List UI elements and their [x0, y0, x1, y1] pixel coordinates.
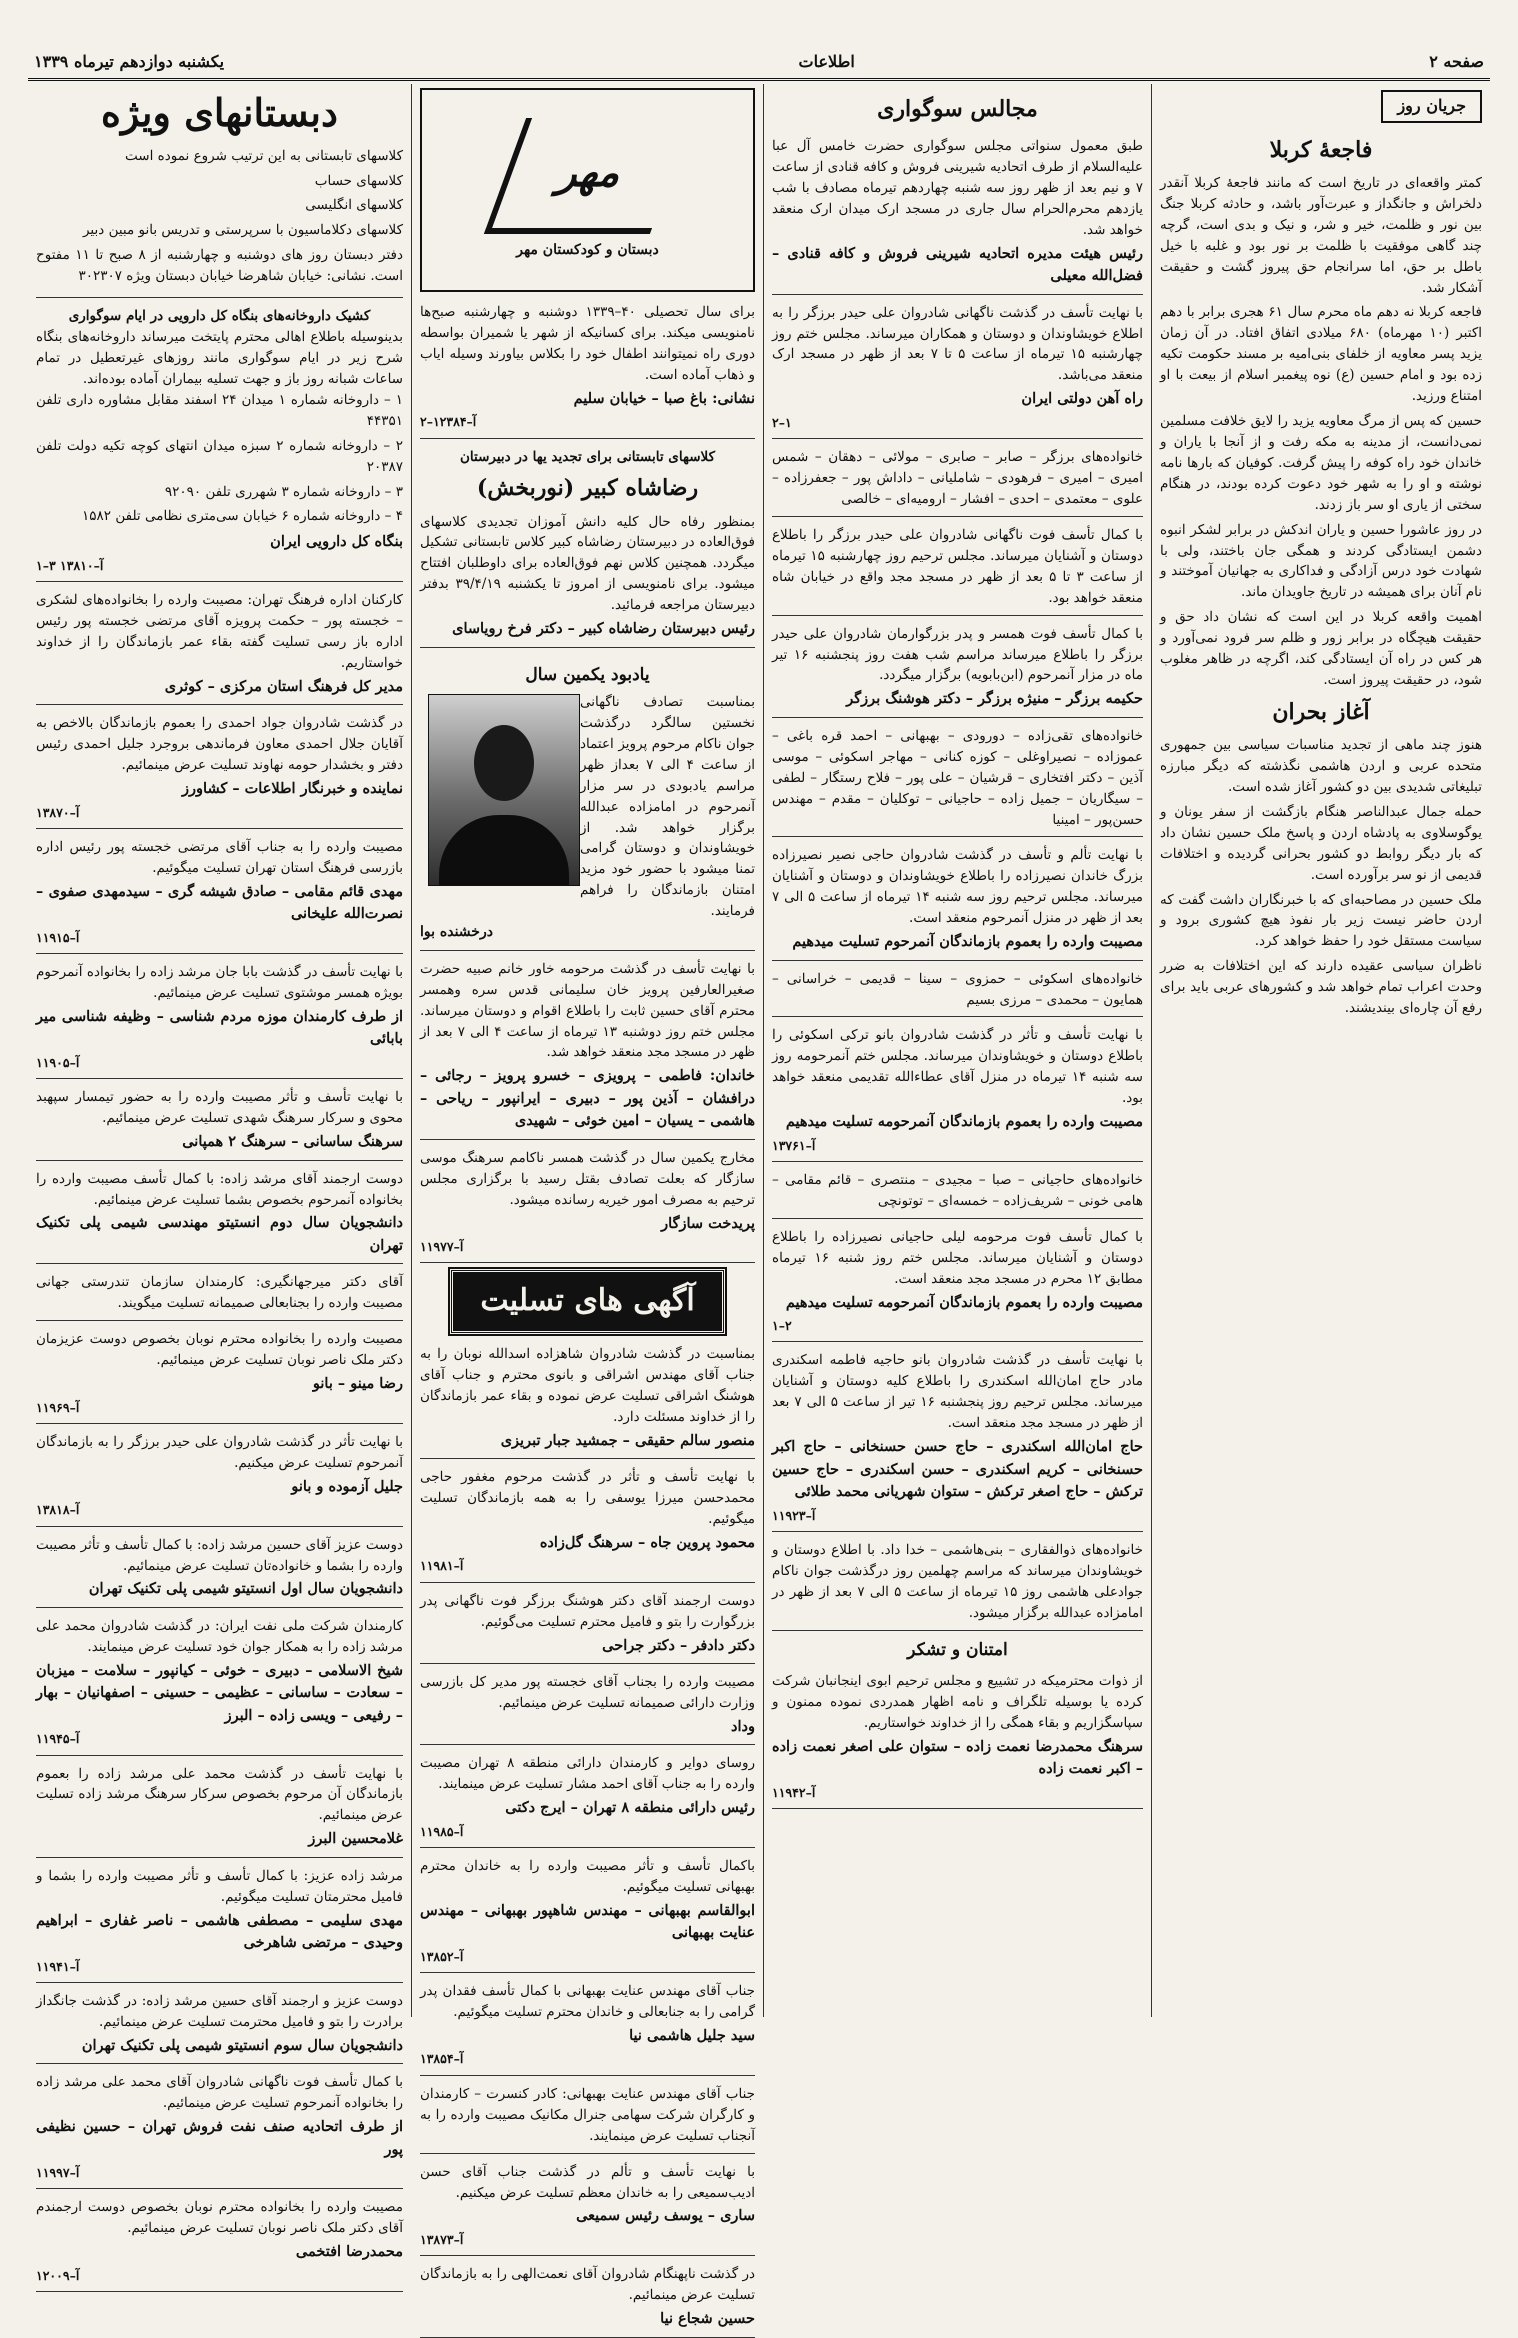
- condolence-notice: [36, 1428, 403, 1527]
- condolence-notice: [772, 841, 1143, 960]
- notice-signatories: مصیبت وارده را بعموم بازماندگان آنمرحوم تسلیت میدهیم: [792, 933, 1143, 951]
- condolence-notice: [772, 443, 1143, 517]
- memorial-headline: یادبود یکمین سال: [525, 664, 650, 685]
- notice-signatories: حسین شجاع نیا: [660, 2310, 755, 2328]
- notice-text: خانواده‌های برزگر – صابر – صابری – مولائی – دهقان – شمس امیری – امیری – فرهودی – شاملیانی – داداش پور – جعفرزاده – علوی – معتمدی – احدی – افشار – ارومیه‌ای – خالصی: [772, 449, 1143, 508]
- notice-text: با نهایت تأسف در گذشت ناگهانی شادروان علی حیدر برزگر را به اطلاع خویشاوندان و دوستان و همکاران میرساند. مجلس ختم روز چهارشنبه ۱۵ تیرماه از ساعت ۵ تا ۷ بعد از ظهر در مسجد ارک منعقد می‌باشد.: [772, 304, 1144, 384]
- condolence-notice: [420, 1340, 755, 1459]
- notice-signatories: غلامحسین البرز: [308, 1830, 403, 1848]
- notice-code: آ–۱۳۸۷۰: [36, 804, 80, 820]
- notice-signatories: دانشجویان سال اول انستیتو شیمی پلی تکنیک تهران: [88, 1580, 403, 1598]
- condolence-notice: [772, 1536, 1143, 1631]
- summer-classes-school: رضاشاه کبیر (نوربخش): [476, 475, 699, 502]
- pharmacy-sign: بنگاه کل دارویی ایران: [270, 533, 403, 551]
- school-ad-address: نشانی: باغ صبا – خیابان سلیم: [573, 389, 755, 407]
- logo-letter-icon: مهر: [552, 149, 632, 197]
- paper-name: اطلاعات: [798, 51, 855, 71]
- notice-text: جناب آقای مهندس عنایت بهبهانی: کادر کنسرت – کارمندان و کارگران شرکت سهامی جنرال مکانیک مصیبت وارده را به آنجناب تسلیت عرض مینمایند.: [420, 2085, 755, 2144]
- notice-text: مخارج یکمین سال در گذشت همسر ناکامم سرهنگ موسی سازگار که بعلت تصادف بقتل رسید با برگزاری مجلس ترحیم به مصرف امور خیریه رسانده میشود.: [420, 1149, 755, 1208]
- school-ad-code: آ–۱۲۳۸۴–۲: [420, 414, 477, 430]
- school-ad-text: برای سال تحصیلی ۴۰–۱۳۳۹ دوشنبه و چهارشنبه صبح‌ها نامنویسی میکند. برای کسانیکه از شهر یا شمیران بواسطه دوری راه نمیتوانند اطفال خود را بکلاس بیاورند وسیله ایاب و ذهاب آماده است.: [420, 304, 756, 383]
- condolence-notice: [420, 2158, 755, 2257]
- notice-signatories: شیخ الاسلامی – دبیری – خوئی – کیانپور – سلامت – میزبان – سعادت – ساسانی – عظیمی – حسینی – اصفهانیان – بهار – رفیعی – ویسی زاده – البرز: [36, 1661, 403, 1724]
- article-paragraph: در روز عاشورا حسین و یاران اندکش در برابر لشکر انبوه دشمن ایستادگی کردند و همگی جان باختند، ولی با شهادت خود درس آزادگی و فداکاری به جهانیان آموختند و نام آنان برای همیشه در تاریخ جاویدان ماند.: [1160, 521, 1482, 601]
- article-paragraph: فاجعه کربلا نه دهم ماه محرم سال ۶۱ هجری برابر با دهم اکتبر (۱۰ مهرماه) ۶۸۰ میلادی اتفاق افتاد. در آن زمان یزید پسر معاویه از خلفای بنی‌امیه بر مسند حکومت تکیه زده بود و امام حسین (ع) نوه پیغمبر اسلام از بیعت با او امتناع ورزید.: [1160, 304, 1483, 405]
- condolence-banner: آگهی های تسلیت: [450, 1269, 725, 1334]
- portrait-photo: [428, 694, 580, 886]
- notice-text: مصیبت وارده را به جناب آقای مرتضی خجسته پور رئیس اداره بازرسی فرهنگ استان تهران تسلیت میگوئیم.: [36, 838, 403, 876]
- condolence-notice: [36, 1268, 403, 1321]
- condolence-notice: [36, 2068, 403, 2189]
- school-ad: [420, 298, 755, 439]
- notice-code: آ–۱۳۸۵۲: [420, 1948, 464, 1964]
- notice-text: خانواده‌های حاجیانی – صبا – مجیدی – منتصری – قائم مقامی – هامی خونی – شریف‌زاده – خمسه‌ای – توتونچی: [772, 1172, 1143, 1209]
- section-label: جریان روز: [1381, 90, 1482, 123]
- notice-code: آ–۱۱۹۸۱: [420, 1558, 464, 1574]
- condolence-notice: [36, 1760, 403, 1858]
- notice-code: آ–۱۱۹۶۹: [36, 1399, 80, 1415]
- column-editorial: [1152, 84, 1490, 2017]
- notice-signatories: مدیر کل فرهنگ استان مرکزی – کوثری: [164, 677, 403, 695]
- condolence-notice: [772, 521, 1143, 616]
- article-paragraph: هنوز چند ماهی از تجدید مناسبات سیاسی بین جمهوری متحده عربی و اردن هاشمی نگذشته که دیگر مبارزه تبلیغاتی شدیدی بین دو کشور آغاز شده است.: [1160, 737, 1482, 795]
- notice-signatories: رضا مینو – بانو: [312, 1375, 403, 1393]
- condolence-notice: [36, 1083, 403, 1160]
- notice-signatories: از طرف اتحادیه صنف نفت فروش تهران – حسین نظیفی پور: [36, 2118, 403, 2158]
- notice-text: دوست عزیز آقای حسین مرشد زاده: با کمال تأسف و تأثر مصیبت وارده را بشما و خانواده‌تان تسلیت عرض مینمائیم.: [36, 1536, 403, 1574]
- issue-date: یکشنبه دوازدهم تیرماه ۱۳۳۹: [34, 51, 225, 71]
- notice-signatories: مهدی قائم مقامی – صادق شیشه گری – سیدمهدی صفوی – نصرت‌الله علیخانی: [36, 882, 403, 923]
- schedule-line: دفتر دبستان روز های دوشنبه و چهارشنبه از ۸ صبح تا ۱۱ مفتوح است. نشانی: خیابان شاهرضا خیابان دبستان ویژه ۳۰۲۳۰۷: [36, 247, 403, 285]
- school-logo-ad: [420, 88, 755, 292]
- condolence-notice: [36, 833, 403, 954]
- memorial-notice: [420, 652, 755, 951]
- notice-text: با نهایت تأسف و تأثر در گذشت مرحوم مغفور حاجی محمدحسن میرزا یوسفی را به همه بازماندگان تسلیت میگوئیم.: [420, 1469, 755, 1527]
- thanks-code: آ–۱۱۹۴۲: [772, 1784, 816, 1800]
- condolence-notice: [36, 1165, 403, 1265]
- notice-signatories: دانشجویان سال دوم انستیتو مهندسی شیمی پلی تکنیک تهران: [36, 1214, 403, 1254]
- notice-code: آ–۱۳۸۷۳: [420, 2231, 464, 2247]
- article-paragraph: ملک حسین در مصاحبه‌ای که با خبرنگاران داشت گفت که اردن حاضر نیست زیر بار نفوذ هیچ کشوری برود و سیاست مستقل خود را حفظ خواهد کرد.: [1160, 891, 1482, 950]
- notice-text: با کمال تأسف فوت ناگهانی شادروان علی حیدر برزگر را باطلاع دوستان و آشنایان میرساند. مجلس ترحیم روز چهارشنبه ۱۵ تیرماه از ساعت ۳ تا ۵ بعد از ظهر در مسجد مجد واقع در خیابان شاه منعقد خواهد بود.: [772, 526, 1143, 606]
- karbala-article: [1160, 173, 1482, 691]
- notice-code: آ–۱۲۰۰۹: [36, 2267, 80, 2283]
- column-notices: [28, 84, 412, 2283]
- notice-code: آ–۱۱۹۱۵: [36, 929, 80, 945]
- condolence-notice: [36, 2193, 403, 2292]
- crisis-article: [1160, 735, 1482, 1019]
- condolence-notice: [772, 299, 1143, 440]
- thanks-names: سرهنگ محمدرضا نعمت زاده – ستوان علی اصغر نعمت زاده – اکبر نعمت زاده: [772, 1737, 1143, 1778]
- notice-text: با نهایت تأسف در گذشت شادروان بانو حاجیه فاطمه اسکندری مادر حاج امان‌الله اسکندری را باطلاع کلیه دوستان و آشنایان میرساند. مجلس ترحیم روز پنجشنبه ۱۶ تیر از ساعت ۵ الی ۷ بعد از ظهر در مسجد مجد منعقد است.: [772, 1352, 1144, 1432]
- notice-text: مصیبت وارده را بخانواده محترم نوبان بخصوص دوست عزیزمان دکتر ملک ناصر نوبان تسلیت عرض مینمائیم.: [36, 1331, 403, 1369]
- schedule-line: کلاسهای تابستانی به این ترتیب شروع نموده است: [125, 147, 403, 164]
- notice-signatories: دکتر دادفر – دکتر جراحی: [602, 1636, 755, 1654]
- pharmacy-item: ۱ – داروخانه شماره ۱ میدان ۲۴ اسفند مقابل مشاوره داری تلفن ۴۴۳۵۱: [36, 391, 403, 429]
- notice-text: با نهایت تأسف در گذشت مرحومه خاور خانم صبیه حضرت صغیرالعارفین پرویز خان سلیمانی قدس سره وهمسر محترم آقای حسین ثابت را باطلاع اقوام و دوستان میرساند. مجلس ختم روز دوشنبه ۱۳ تیرماه از ساعت ۴ الی ۷ بعد از ظهر در مسجد مجد منعقد خواهد شد.: [420, 960, 756, 1061]
- portrait-shoulders: [439, 815, 569, 885]
- condolence-notice: [36, 1987, 403, 2064]
- memorial-text: بمناسبت تصادف ناگهانی نخستین سالگرد درگذشت جوان ناکام مرحوم پرویز اعتماد از ساعت ۴ الی ۷ بعداز ظهر مراسم یادبودی در سر مزار آنمرحوم در امامزاده عبدالله برگزار خواهد شد. از خویشاوندان و دوستان گرامی تمنا میشود با حضور خود مزید امتنان بازماندگان را فراهم فرمایند.: [580, 693, 755, 920]
- article-paragraph: حمله جمال عبدالناصر هنگام بازگشت از سفر یونان و یوگوسلاوی به پادشاه اردن و پاسخ ملک حسین نشان داد که بار دیگر روابط دو کشور بحرانی گردیده و اختلافات قدیمی از نو سر برآورده است.: [1160, 803, 1482, 883]
- pharmacy-item: ۴ – داروخانه شماره ۶ خیابان سی‌متری نظامی تلفن ۱۵۸۲: [82, 508, 403, 525]
- notice-text: بمناسبت در گذشت شادروان شاهزاده اسدالله نوبان را به جناب آقای مهندس اشراقی و بانوی محترم و جناب آقای هوشنگ اشراقی تسلیت عرض نموده و بقاء عمر بازماندگان را از خداوند مسئلت دارد.: [420, 1345, 755, 1425]
- notice-code: آ–۱۱۹۷۷: [420, 1239, 464, 1255]
- condolence-notice: [772, 1346, 1143, 1531]
- notice-text: روسای دوایر و کارمندان دارائی منطقه ۸ تهران مصیبت وارده را به جناب آقای احمد مشار تسلیت عرض مینمایند.: [420, 1755, 755, 1793]
- notice-text: با کمال تأسف فوت مرحومه لیلی حاجیانی نصیرزاده را باطلاع دوستان و آشنایان میرساند. مجلس ختم روز شنبه ۱۶ تیرماه مطابق ۱۲ محرم در مسجد مجد منعقد است.: [772, 1228, 1143, 1287]
- pharmacy-item: ۳ – داروخانه شماره ۳ شهرری تلفن ۹۲۰۹۰: [164, 483, 403, 500]
- notice-text: خانواده‌های تقی‌زاده – دورودی – بهبهانی – احمد قره باغی – عموزاده – نصیراوغلی – کوزه کنانی – مهاجر اسکوئی – موسی آذین – دکتر افتخاری – قرشیان – علی پور – فلاح رستگار – لطفی – سیگاریان – جمیل زاده – حاجیانی – توکلیان – مقدم – مهندس حسن‌پور – امینیا: [772, 727, 1143, 828]
- condolence-notice: [420, 1668, 755, 1745]
- notice-text: آقای دکتر میرجهانگیری: کارمندان سازمان تندرستی جهانی مصیبت وارده را بجنابعالی صمیمانه تسلیت میگویند.: [36, 1274, 403, 1312]
- column-ads: [412, 84, 764, 2328]
- pharmacy-headline: کشیک داروخانه‌های بنگاه کل دارویی در ایام سوگواری: [68, 308, 371, 325]
- notice-signatories: وداد: [731, 1717, 755, 1735]
- mourning-sign: رئیس هیئت مدیره اتحادیه شیرینی فروش و کافه قنادی – فضل‌الله معیلی: [772, 244, 1143, 285]
- notice-signatories: خاندان: فاطمی – پرویزی – خسرو پرویز – رجائی – درافشان – آذین پور – دبیری – ایرانپور – ریاحی – هاشمی – یسیان – امین خوئی – شهیدی: [420, 1067, 755, 1130]
- summer-classes-ad: [420, 443, 755, 648]
- notice-text: مصیبت وارده را بجناب آقای خجسته پور مدیر کل بازرسی وزارت دارائی صمیمانه تسلیت عرض مینمائیم.: [420, 1674, 755, 1711]
- notice-signatories: محمدرضا افتخمی: [295, 2243, 403, 2261]
- notice-code: آ–۱۱۹۰۵: [36, 1054, 80, 1070]
- condolence-list: [36, 586, 403, 2292]
- pharmacy-code: آ–۱۳۸۱۰ ۳–۱: [36, 557, 104, 573]
- notice-text: مرشد زاده عزیز: با کمال تأسف و تأثر مصیبت وارده را بشما و فامیل محترمتان تسلیت میگوئیم.: [36, 1867, 403, 1905]
- notice-code: ۱–۲: [772, 1318, 792, 1334]
- notice-text: دوست ارجمند آقای مرشد زاده: با کمال تأسف مصیبت وارده را بخانواده آنمرحوم بخصوص بشما تسلیت عرض مینمائیم.: [36, 1170, 403, 1208]
- pharmacy-list: [36, 390, 403, 528]
- condolence-notice: [772, 620, 1143, 718]
- notice-signatories: مصیبت وارده را بعموم بازماندگان آنمرحومه تسلیت میدهیم: [785, 1113, 1143, 1131]
- condolence-notice: [36, 586, 403, 705]
- school-logo-mark: [483, 118, 691, 234]
- condolence-notice: [36, 1531, 403, 1608]
- condolence-notice: [420, 1852, 755, 1973]
- notice-text: در گذشت شادروان جواد احمدی را بعموم بازماندگان بالاخص به آقایان جلال احمدی معاون فرماندهی بروجرد جلیل احمدی رئیس دفتر و بخشدار حومه نهاوند تسلیت عرض مینمائیم.: [36, 715, 403, 774]
- condolence-notice: [36, 1325, 403, 1424]
- notice-code: آ–۱۱۹۹۷: [36, 2165, 80, 2180]
- notice-signatories: حکیمه برزگر – منیژه برزگر – دکتر هوشنگ برزگر: [846, 690, 1143, 708]
- condolence-notice: [36, 958, 403, 1079]
- page-number: صفحه ۲: [1429, 51, 1484, 71]
- notice-signatories: از طرف کارمندان موزه مردم شناسی – وظیفه شناسی میر بابائی: [36, 1007, 403, 1048]
- condolence-notice: [420, 1463, 755, 1583]
- notice-signatories: مهدی سلیمی – مصطفی هاشمی – ناصر غفاری – ابراهیم وحیدی – مرتضی شاهرخی: [36, 1911, 403, 1952]
- masthead: [28, 44, 1490, 81]
- notice-signatories: ساری – یوسف رئیس سمیعی: [576, 2207, 755, 2225]
- condolence-list: [772, 299, 1143, 1631]
- condolence-notice: [36, 1862, 403, 1983]
- notice-text: با کمال تأسف فوت همسر و پدر بزرگوارمان شادروان علی حیدر برزگر را باطلاع میرساند مراسم شب هفت روز پنجشنبه ۱۶ تیر ماه در مزار آنمرحوم (ابن‌بابویه) برگزار میگردد.: [772, 625, 1143, 684]
- notice-text: با نهایت تأثر در گذشت شادروان علی حیدر برزگر را به بازماندگان آنمرحوم تسلیت عرض میکنیم.: [36, 1433, 403, 1471]
- condolence-notice: [772, 1166, 1143, 1219]
- summer-classes-headline: کلاسهای تابستانی برای تجدید یها در دبیرستان: [459, 448, 716, 465]
- condolence-notice: [420, 955, 755, 1140]
- condolence-notice: [420, 2260, 755, 2337]
- condolence-notice: [772, 722, 1143, 838]
- schedule-line: کلاسهای حساب: [314, 172, 403, 189]
- notice-text: جناب آقای مهندس عنایت بهبهانی با کمال تأسف فقدان پدر گرامی را به جنابعالی و خاندان محترم تسلیت میگوئیم.: [420, 1983, 755, 2021]
- mourning-notice: [772, 132, 1143, 295]
- notice-text: در گذشت ناپهنگام شادروان آقای نعمت‌الهی را به بازماندگان تسلیت عرض مینمائیم.: [420, 2266, 755, 2304]
- notice-text: با نهایت تأسف و تأثر مصیبت وارده را به حضور تیمسار سپهبد محوی و سرکار سرهنگ شهدی تسلیت عرض مینمائیم.: [36, 1089, 403, 1127]
- notice-text: با نهایت تأسف و تأثر در گذشت شادروان بانو ترکی اسکوئی را باطلاع دوستان و خویشاوندان میرساند. مجلس ختم آنمرحومه روز سه شنبه ۱۴ تیرماه در منزل آقای عطاءالله تقدیمی منعقد خواهد بود.: [772, 1027, 1143, 1107]
- notice-text: با نهایت تأسف در گذشت محمد علی مرشد زاده را بعموم بازماندگان آن مرحوم بخصوص سرکار سرهنگ مرشد زاده تسلیت عرض مینمائیم.: [36, 1765, 403, 1824]
- condolence-notice: [420, 2080, 755, 2154]
- condolence-notice: [36, 709, 403, 829]
- thanks-notice: [772, 1667, 1143, 1809]
- thanks-text: از ذوات محترمیکه در تشییع و مجلس ترحیم ابوی اینجانبان شرکت کرده یا بوسیله تلگراف و نامه اظهار همدردی نموده ممنون و سپاسگزاریم و بقاء همگی را از خداوند خواستاریم.: [772, 1672, 1143, 1731]
- condolence-notice: [420, 1977, 755, 2076]
- karbala-headline: فاجعهٔ کربلا: [1269, 136, 1373, 163]
- pharmacy-notice: [36, 302, 403, 582]
- article-paragraph: ناظران سیاسی عقیده دارند که این اختلافات به ضرر وحدت اعراب تمام خواهد شد و کشورهای عربی باید برای رفع آن چاره‌ای بیندیشند.: [1160, 958, 1482, 1017]
- notice-text: دوست ارجمند آقای دکتر هوشنگ برزگر فوت ناگهانی پدر بزرگوارت را بتو و فامیل محترم تسلیت می‌گوئیم.: [420, 1592, 755, 1630]
- mourning-headline: مجالس سوگواری: [877, 96, 1038, 122]
- pharmacy-text: بدینوسیله باطلاع اهالی محترم پایتخت میرساند داروخانه‌های بنگاه شرح زیر در ایام سوگواری مانند روزهای غیرتعطیل در تمام ساعات شبانه روز باز و جهت تسلیه بیماران آماده بوده‌اند.: [36, 329, 403, 387]
- notice-text: با نهایت تألم و تأسف در گذشت شادروان حاجی نصیر نصیرزاده بزرگ خاندان نصیرزاده را باطلاع خویشاوندان و دوستان و آشنایان میرساند. مجلس ترحیم روز سه شنبه ۱۴ تیرماه از ساعت ۵ الی ۷ بعد از ظهر در منزل آنمرحوم منعقد است.: [772, 847, 1143, 927]
- notice-code: آ–۱۳۸۱۸: [36, 1502, 80, 1518]
- notice-text: مصیبت وارده را بخانواده محترم نوبان بخصوص دوست ارجمندم آقای دکتر ملک ناصر نوبان تسلیت عرض مینمائیم.: [36, 2199, 403, 2237]
- notice-code: آ–۱۱۹۴۱: [36, 1958, 80, 1974]
- article-paragraph: اهمیت واقعه کربلا در این است که نشان داد حق و حقیقت هیچگاه در برابر زور و ظلم سر فرود نمی‌آورد و هر کس در راه آن ایستادگی کند، اگرچه در ظاهر مغلوب شود، در حقیقت پیروز است.: [1160, 609, 1482, 689]
- notice-signatories: جلیل آزموده و بانو: [291, 1477, 403, 1495]
- summer-classes-text: بمنظور رفاه حال کلیه دانش آموزان تجدیدی کلاسهای فوق‌العاده در دبیرستان رضاشاه کبیر کلاس تابستانی تشکیل میگردد. همچنین کلاس نهم فوق‌العاده برای داوطلبان افتتاح میشود. برای نامنویسی از امروز تا یکشنبه ۳۹/۴/۱۹ بدفتر دبیرستان مراجعه فرمائید.: [420, 513, 755, 614]
- notice-signatories: سید جلیل هاشمی نیا: [629, 2027, 755, 2044]
- notice-signatories: سرهنگ ساسانی – سرهنگ ۲ همپانی: [182, 1133, 403, 1151]
- notice-signatories: راه آهن دولتی ایران: [1021, 390, 1143, 408]
- notice-code: آ–۱۳۷۶۱: [772, 1137, 816, 1153]
- notice-text: با کمال تأسف فوت ناگهانی شادروان آقای محمد علی مرشد زاده را بخانواده آنمرحوم تسلیت عرض مینمائیم.: [36, 2074, 403, 2112]
- notice-code: آ–۱۱۹۴۵: [36, 1731, 80, 1747]
- notice-text: با نهایت تأسف در گذشت بابا جان مرشد زاده را بخانواده آنمرحوم بویژه همسر موشتوی تسلیت عرض مینمائیم.: [36, 964, 403, 1002]
- condolence-list: [420, 1340, 755, 2338]
- notice-signatories: پریدخت سازگار: [661, 1214, 755, 1232]
- notice-code: آ–۱۱۹۲۳: [772, 1507, 816, 1523]
- school-logo-caption: دبستان و کودکستان مهر: [516, 242, 659, 259]
- notice-text: باکمال تأسف و تأثر مصیبت وارده را به خاندان محترم بهبهانی تسلیت میگوئیم.: [420, 1858, 755, 1895]
- condolence-list: [420, 955, 755, 1264]
- notice-code: آ–۱۳۸۵۴: [420, 2051, 464, 2067]
- condolence-notice: [772, 965, 1143, 1018]
- summer-classes-sign: رئیس دبیرستان رضاشاه کبیر – دکتر فرخ رویاسای: [452, 620, 755, 638]
- notice-text: کارکنان اداره فرهنگ تهران: مصیبت وارده را بخانواده‌های لشکری – خجسته پور – حکمت پرویزه آقای مرتضی خجسته پور رئیس اداره باز رسی تسلیت گفته بقاء عمر بازماندگان را از خداوند خواستاریم.: [36, 592, 403, 671]
- condolence-notice: [420, 1587, 755, 1664]
- notice-signatories: حاج امان‌الله اسکندری – حاج حسن حسنخانی – حاج اکبر حسنخانی – کریم اسکندری – حسن اسکندری – حاج حسین ترکش – حاج اصغر ترکش – ستوان شهریانی محمد طلائی: [772, 1438, 1143, 1501]
- school-banner: دبستانهای ویژه: [101, 90, 338, 135]
- school-schedule: [36, 142, 403, 299]
- article-paragraph: کمتر واقعه‌ای در تاریخ است که مانند فاجعهٔ کربلا آنقدر دلخراش و جانگداز و عبرت‌آور باشد، و حادثه کربلا جنگ بین نور و ظلمت، خیر و شر، و نیک و بدی است، گرچه چند گاهی موفقیت با ظلمت بر نور بود و غلبه با خیل باطل بر حق، اما سرانجام حق پیروز گشت و حقیقت آشکار شد.: [1160, 174, 1482, 296]
- portrait-head: [474, 725, 534, 801]
- crisis-headline: آغاز بحران: [1272, 699, 1370, 726]
- notice-signatories: محمود پروین جاه – سرهنگ گل‌زاده: [539, 1533, 755, 1551]
- schedule-line: کلاسهای دکلاماسیون با سرپرستی و تدریس بانو مبین دبیر: [82, 222, 403, 239]
- notice-code: ۲–۱: [772, 414, 792, 430]
- notice-text: خانواده‌های اسکوئی – حمزوی – سینا – قدیمی – خراسانی – همایون – محمدی – مرزی بسیم: [772, 970, 1143, 1008]
- notice-signatories: مصیبت وارده را بعموم بازماندگان آنمرحومه تسلیت میدهیم: [785, 1293, 1143, 1311]
- notice-text: کارمندان شرکت ملی نفت ایران: در گذشت شادروان محمد علی مرشد زاده را به همکار جوان خود تسلیت عرض مینمایند.: [36, 1617, 403, 1655]
- condolence-notice: [36, 1612, 403, 1756]
- condolence-notice: [772, 1223, 1143, 1343]
- notice-text: با نهایت تأسف و تألم در گذشت جناب آقای حسن ادیب‌سمیعی را به خاندان معظم تسلیت عرض میکنیم.: [420, 2163, 755, 2201]
- notice-code: آ–۱۱۹۸۵: [420, 1823, 464, 1839]
- notice-signatories: رئیس دارائی منطقه ۸ تهران – ایرج دکتی: [505, 1799, 755, 1817]
- notice-signatories: منصور سالم حقیقی – جمشید جبار تبریزی: [500, 1431, 755, 1449]
- schedule-line: کلاسهای انگلیسی: [305, 197, 403, 214]
- condolence-notice: [772, 1021, 1143, 1162]
- mourning-intro: طبق معمول سنواتی مجلس سوگواری حضرت خامس آل عبا علیه‌السلام از طرف اتحادیه شیرینی فروش و کافه قنادی از ساعت ۷ و نیم بعد از ظهر روز سه شنبه چهاردهم تیرماه مصادف با شب یازدهم محرم‌الحرام سال جاری در مسجد ارک میدان ارک منعقد خواهد شد.: [772, 138, 1143, 238]
- pharmacy-item: ۲ – داروخانه شماره ۲ سبزه میدان انتهای کوچه تکیه دولت تلفن ۲۰۳۸۷: [36, 437, 403, 475]
- photo-caption: درخشنده بوا: [420, 924, 493, 941]
- notice-signatories: دانشجویان سال سوم انستیتو شیمی پلی تکنیک تهران: [81, 2036, 403, 2054]
- notice-signatories: ابوالقاسم بهبهانی – مهندس شاهپور بهبهانی – مهندس عنایت بهبهانی: [420, 1901, 755, 1942]
- notice-signatories: نماینده و خبرنگار اطلاعات – کشاورز: [182, 780, 403, 798]
- condolence-notice: [420, 1749, 755, 1848]
- column-mourning: [764, 84, 1152, 2017]
- article-paragraph: حسین که پس از مرگ معاویه یزید را لایق خلافت مسلمین نمی‌دانست، از مدینه به مکه رفت و از آنجا با یاران و خاندان خود راه کوفه را پیش گرفت. کوفیان که بارها نامه نوشته و او را به شهر خود دعوت کرده بودند، در هنگام سختی از یاری او سر باز زدند.: [1160, 413, 1482, 513]
- condolence-notice: [420, 1144, 755, 1264]
- notice-text: دوست عزیز و ارجمند آقای حسین مرشد زاده: در گذشت جانگداز برادرت را بتو و فامیل محترمت تسلیت عرض مینمائیم.: [36, 1992, 403, 2030]
- thanks-headline: امتنان و تشکر: [907, 1639, 1008, 1660]
- notice-text: خانواده‌های ذوالفقاری – بنی‌هاشمی – خدا داد. با اطلاع دوستان و خویشاوندان میرساند که مراسم چهلمین روز درگذشت جوان ناکام جوادعلی هاشمی روز ۱۵ تیرماه از ساعت ۵ الی ۷ بعد از ظهر در امامزاده عبدالله برگزار میشود.: [772, 1541, 1144, 1621]
